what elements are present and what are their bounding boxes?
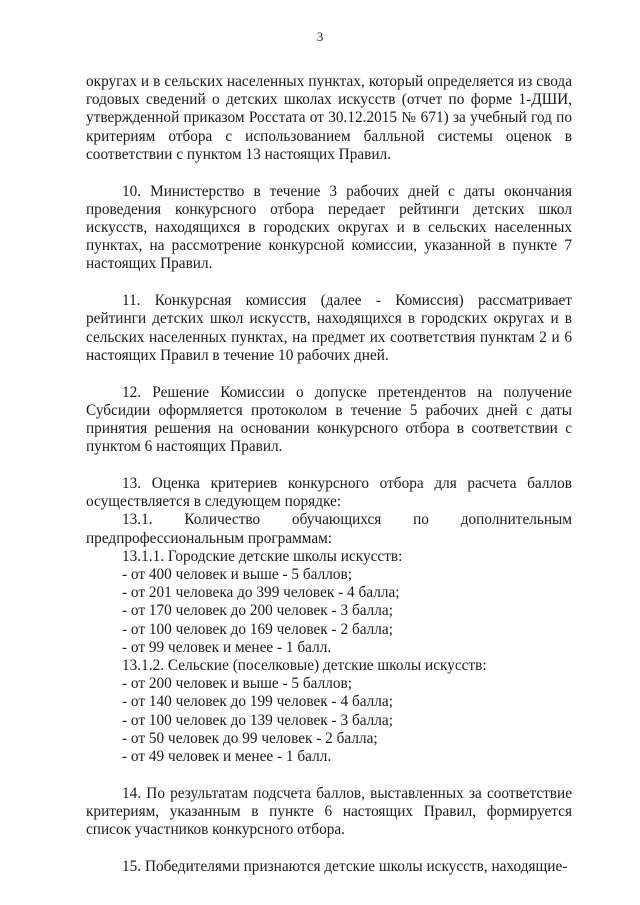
paragraph-13-1-2: 13.1.2. Сельские (поселковые) детские школы искусств: [122,657,487,675]
paragraph-15: 15. Победителями признаются детские школы искусств, находящие- [122,858,568,876]
list-item: - от 201 человека до 399 человек - 4 балла; [122,584,400,602]
paragraph-13-1-1: 13.1.1. Городские детские школы искусств: [122,547,403,565]
continuation-paragraph: округах и в сельских населенных пунктах, который определяется из свода годовых сведений о детских школах искусств (отчет по форме 1-ДШИ, утвержденной приказом Росстата от 30.12.2015 № 671) за учебный год по критериям отбора с использованием балльной системы оценок в соответствии с пунктом 13 настоящих Правил. [86,73,572,163]
list-item: - от 100 человек до 169 человек - 2 балла; [122,620,393,638]
page-number: 3 [316,29,324,44]
list-item: - от 50 человек до 99 человек - 2 балла; [122,729,378,747]
document-body [86,73,572,876]
list-item: - от 140 человек до 199 человек - 4 балла; [122,693,393,711]
paragraph-10: 10. Министерство в течение 3 рабочих дней с даты окончания проведения конкурсного отбора передает рейтинги детских школ искусств, находящихся в городских округах и в сельских населенных пунктах, на рассмотрение конкурсной комиссии, указанной в пункте 7 настоящих Правил. [86,182,572,273]
paragraph-14: 14. По результатам подсчета баллов, выставленных за соответствие критериям, указанным в пункте 6 настоящих Правил, формируется список участников конкурсного отбора. [86,784,572,839]
list-item: - от 100 человек до 139 человек - 3 балла; [122,711,393,729]
paragraph-13: 13. Оценка критериев конкурсного отбора для расчета баллов осуществляется в следующем порядке: [86,475,572,511]
list-item: - от 170 человек до 200 человек - 3 балла; [122,602,393,620]
paragraph-13-1: 13.1. Количество обучающихся по дополнительным предпрофессиональным программам: [86,511,572,547]
list-item: - от 400 человек и выше - 5 баллов; [122,566,352,584]
paragraph-11: 11. Конкурсная комиссия (далее - Комиссия) рассматривает рейтинги детских школ искусств, находящихся в городских округах и в сельских населенных пунктах, на предмет их соответствия пунктам 2 и 6 настоящих Правил в течение 10 рабочих дней. [86,292,572,364]
list-item: - от 99 человек и менее - 1 балл. [122,638,332,656]
list-item: - от 200 человек и выше - 5 баллов; [122,675,352,693]
paragraph-12: 12. Решение Комиссии о допуске претендентов на получение Субсидии оформляется протоколом в течение 5 рабочих дней с даты принятия решения на основании конкурсного отбора в соответствии с пунктом 6 настоящих Правил. [86,383,572,456]
list-item: - от 49 человек и менее - 1 балл. [122,748,332,766]
